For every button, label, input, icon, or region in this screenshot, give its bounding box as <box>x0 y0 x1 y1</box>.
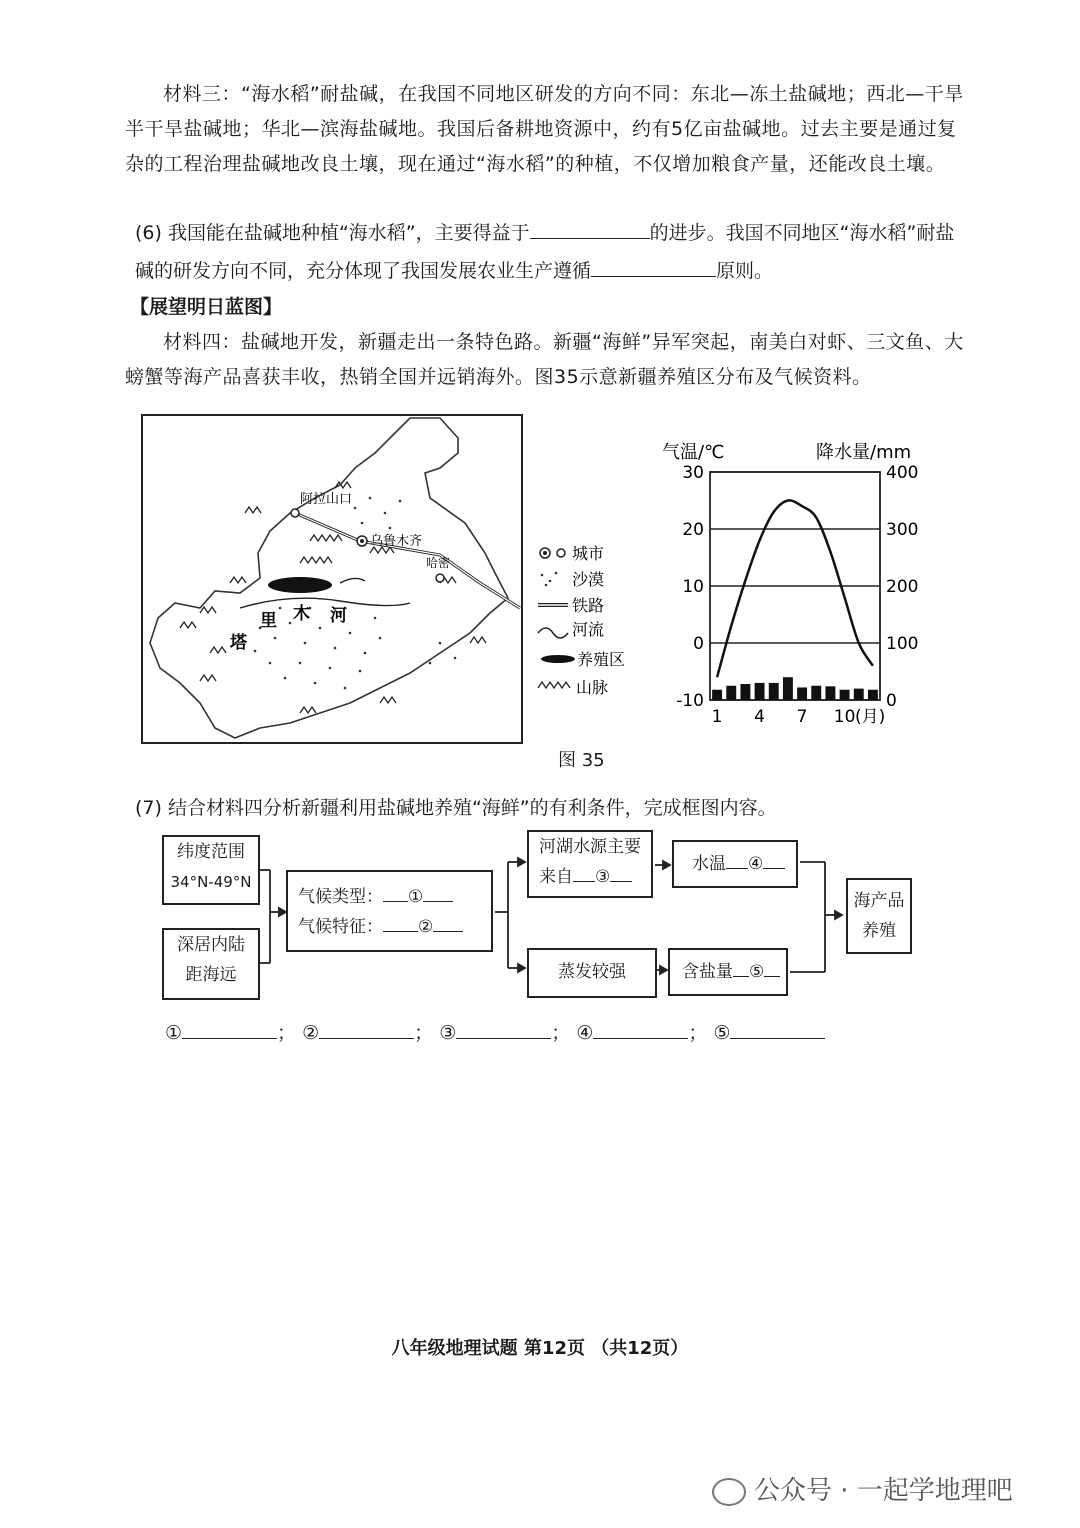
legend-desert: 沙漠 <box>572 570 605 589</box>
box-climate <box>286 870 493 952</box>
x-tick: 4 <box>754 707 765 727</box>
water-temp-label: 水温 <box>692 854 726 874</box>
river-label-3: 木 <box>293 604 310 624</box>
y-right-tick: 300 <box>886 520 919 540</box>
y-right-axis-label: 降水量/mm <box>816 442 912 463</box>
legend-aquaculture: 养殖区 <box>577 650 626 669</box>
q6-text-1: (6) 我国能在盐碱地种植“海水稻”，主要得益于 <box>135 222 530 244</box>
city-label-alashankou: 阿拉山口 <box>300 492 353 507</box>
salinity-label: 含盐量 <box>682 962 733 982</box>
box-latitude-title: 纬度范围 <box>177 842 245 862</box>
legend-river: 河流 <box>572 620 605 639</box>
answer-blank-5[interactable] <box>730 1020 825 1039</box>
answer-mark-3: ③ <box>439 1022 457 1044</box>
x-tick: 10 <box>833 707 856 727</box>
q6-text-2: 的进步。我国不同地区“海水稻”耐盐碱的研发方向不同，充分体现了我国发展农业生产遵循 <box>135 222 955 282</box>
y-left-tick: 10 <box>682 577 704 597</box>
climate-type-row <box>298 882 491 912</box>
mark-5: ⑤ <box>749 962 765 982</box>
x-tick: 1 <box>711 707 723 727</box>
legend-mountain: 山脉 <box>576 678 609 697</box>
y-left-tick: 20 <box>682 520 704 540</box>
mark-2: ② <box>418 917 434 937</box>
box-salinity <box>668 948 788 996</box>
water-source-line-1: 河湖水源主要 <box>539 837 641 857</box>
box-inland-line-2: 距海远 <box>185 965 237 985</box>
question-7: (7) 结合材料四分析新疆利用盐碱地养殖“海鲜”的有利条件，完成框图内容。 <box>135 797 777 819</box>
result-line-2: 养殖 <box>862 921 896 941</box>
climate-feature-label: 气候特征： <box>298 917 383 937</box>
watermark: 公众号 · 一起学地理吧 <box>712 1470 1013 1507</box>
evaporation-label: 蒸发较强 <box>558 962 626 982</box>
mark-1: ① <box>408 887 424 907</box>
answer-mark-4: ④ <box>576 1022 594 1044</box>
mark-4: ④ <box>748 854 764 874</box>
y-right-tick: 100 <box>886 634 919 654</box>
y-left-tick: 30 <box>682 463 704 483</box>
box-inland-line-1: 深居内陆 <box>177 935 245 955</box>
river-label-2: 里 <box>260 611 277 631</box>
water-source-line-2: 来自 ③ <box>539 862 651 892</box>
box-result <box>846 878 912 954</box>
city-label-hami: 哈密 <box>426 556 451 570</box>
wechat-icon <box>712 1478 746 1506</box>
box-latitude <box>162 835 260 905</box>
material-3: 材料三：“海水稻”耐盐碱，在我国不同地区研发的方向不同：东北—冻土盐碱地；西北—干旱半干旱盐碱地；华北—滨海盐碱地。我国后备耕地资源中，约有5亿亩盐碱地。过去主要是通过复杂的工程治理盐碱地改良土壤，现在通过“海水稻”的种植，不仅增加粮食产量，还能改良土壤。 <box>125 83 964 175</box>
q6-text-3: 原则。 <box>716 260 774 282</box>
answer-mark-1: ① <box>165 1022 183 1044</box>
city-label-urumqi: 乌鲁木齐 <box>370 534 423 549</box>
answer-mark-5: ⑤ <box>713 1022 731 1044</box>
y-right-tick: 0 <box>886 691 897 711</box>
climate-type-label: 气候类型： <box>298 887 383 907</box>
box-latitude-value: 34°N-49°N <box>170 873 252 891</box>
y-left-tick: -10 <box>676 691 704 711</box>
answer-row: ① ； ② ； ③ ； ④ ； ⑤ <box>165 1018 825 1045</box>
x-tick: 7 <box>796 707 808 727</box>
box-water-source <box>527 830 653 898</box>
section-title: 【展望明日蓝图】 <box>130 296 283 318</box>
answer-blank-3[interactable] <box>456 1020 551 1039</box>
legend-railway: 铁路 <box>572 596 605 615</box>
page-footer: 八年级地理试题 第12页 （共12页） <box>391 1338 689 1359</box>
figure-caption: 图 35 <box>558 750 605 771</box>
x-unit: (月) <box>854 707 886 727</box>
answer-mark-2: ② <box>302 1022 320 1044</box>
box-evaporation <box>527 948 657 998</box>
answer-blank-4[interactable] <box>593 1020 688 1039</box>
river-label-1: 塔 <box>230 633 247 653</box>
y-left-tick: 0 <box>693 634 704 654</box>
climate-feature-row <box>298 912 491 942</box>
y-left-axis-label: 气温/℃ <box>662 442 725 463</box>
y-right-tick: 400 <box>886 463 919 483</box>
answer-blank-1[interactable] <box>182 1020 277 1039</box>
legend-city: 城市 <box>572 544 605 563</box>
box-inland <box>162 928 260 1000</box>
y-right-tick: 200 <box>886 577 919 597</box>
mark-3: ③ <box>595 867 611 887</box>
result-line-1: 海产品 <box>853 891 905 911</box>
answer-blank-2[interactable] <box>319 1020 414 1039</box>
river-label-4: 河 <box>330 606 347 626</box>
material-4: 材料四：盐碱地开发，新疆走出一条特色路。新疆“海鲜”异军突起，南美白对虾、三文鱼、大螃蟹等海产品喜获丰收，热销全国并远销海外。图35示意新疆养殖区分布及气候资料。 <box>125 331 964 388</box>
box-water-temp <box>672 840 798 888</box>
